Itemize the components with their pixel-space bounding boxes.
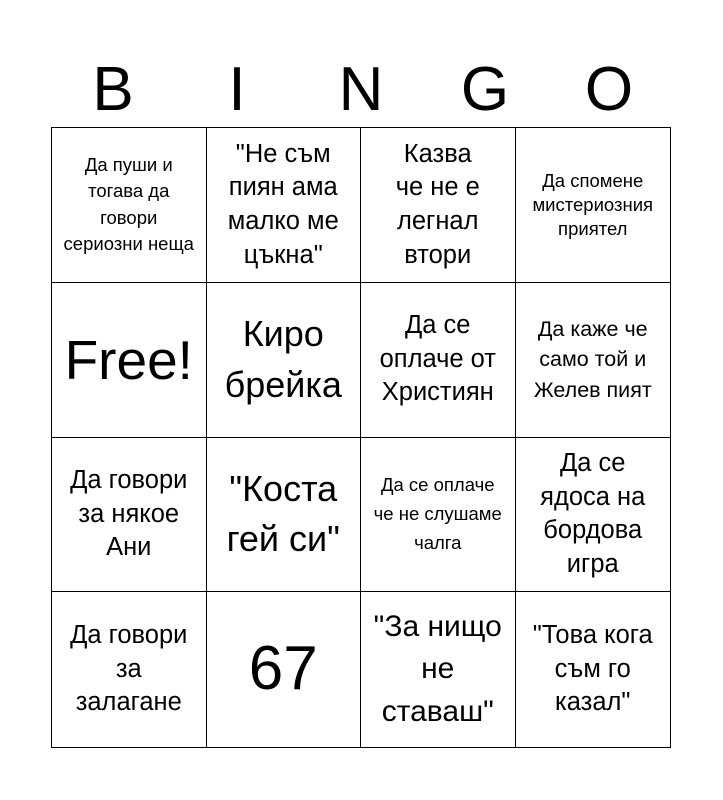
free-space-label: Free! [64,328,193,391]
bingo-cell[interactable] [516,283,671,438]
bingo-cell[interactable] [516,438,671,593]
bingo-header [51,52,671,128]
header-letter-o: O [584,55,634,124]
header-letter-n: N [338,55,384,124]
bingo-cell[interactable] [207,128,362,283]
header-letter-i: I [228,55,246,124]
header-letter-b: B [92,55,134,124]
bingo-cell[interactable] [361,592,516,747]
cell-text: Да каже че само той и Желев пият [533,316,652,402]
header-letter-g: G [460,55,510,124]
bingo-cell[interactable] [52,438,207,593]
cell-text: "Коста гей си" [226,467,340,560]
cell-text: Киро брейка [224,313,342,405]
bingo-board [51,127,671,748]
cell-text: "Не съм пиян ама малко ме цъкна" [227,139,339,269]
bingo-cell[interactable] [52,592,207,747]
cell-text: 67 [248,634,318,704]
bingo-cell[interactable] [207,438,362,593]
cell-text: Казва че не е легнал втори [395,139,480,269]
bingo-cell[interactable] [361,128,516,283]
bingo-cell[interactable] [207,283,362,438]
cell-text: Да се оплаче че не слушаме чалга [373,474,502,553]
cell-text: "Това кога съм го казал" [532,621,653,717]
bingo-cell-free[interactable] [52,283,207,438]
cell-text: Да се оплаче от Християн [379,311,496,407]
cell-text: "За нищо не ставаш" [373,609,502,728]
cell-text: Да спомене мистериозния приятел [532,169,654,239]
bingo-cell[interactable] [207,592,362,747]
bingo-cell[interactable] [516,128,671,283]
bingo-cell[interactable] [516,592,671,747]
cell-text: Да говори за залагане [70,621,188,717]
cell-text: Да се ядоса на бордова игра [540,449,646,579]
cell-text: Да говори за някое Ани [70,465,188,562]
bingo-cell[interactable] [361,438,516,593]
bingo-cell[interactable] [52,128,207,283]
bingo-cell[interactable] [361,283,516,438]
cell-text: Да пуши и тогава да говори сериозни неща [63,153,194,255]
